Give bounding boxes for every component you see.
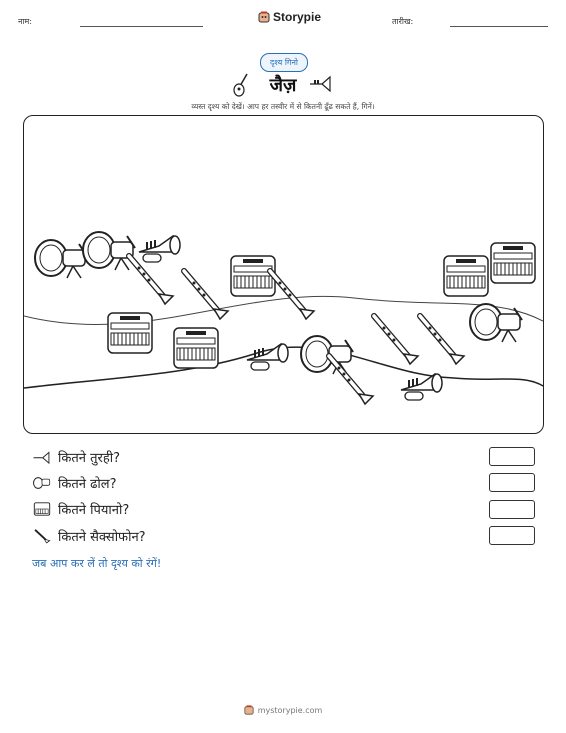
piano-3 <box>174 328 218 368</box>
saxophone-icon <box>32 528 52 544</box>
saxophone-5 <box>374 316 418 364</box>
drum-1 <box>35 240 87 278</box>
date-line[interactable] <box>450 26 548 27</box>
page-title: जैज़ <box>269 75 297 96</box>
saxophone-6 <box>420 316 464 364</box>
drum-4 <box>470 304 522 342</box>
trumpet-icon <box>32 449 52 465</box>
footer <box>0 705 566 715</box>
trumpet-title-icon <box>308 74 334 92</box>
trumpet-2 <box>247 344 288 370</box>
instruction-text: व्यस्त दृश्य को देखें। आप हर तस्वीर में से कितनी ढूँढ सकते हैं, गिनें। <box>191 102 375 111</box>
saxophone-3 <box>270 271 314 319</box>
trumpet-1 <box>139 236 180 262</box>
question-label: कितने ढोल? <box>58 477 117 492</box>
footer-url[interactable]: mystorypie.com <box>257 705 323 715</box>
piano-icon <box>32 501 52 517</box>
question-drum <box>32 474 117 492</box>
saxophone-4 <box>329 356 373 404</box>
answer-box-saxophone[interactable] <box>489 526 535 545</box>
piano-1 <box>231 256 275 296</box>
question-label: कितने सैक्सोफोन? <box>58 530 146 545</box>
drum-2 <box>83 232 135 270</box>
answer-box-piano[interactable] <box>489 500 535 519</box>
question-label: कितने पियानो? <box>58 503 130 518</box>
scene-illustration <box>24 116 543 433</box>
activity-badge: दृश्य गिनो <box>260 53 308 72</box>
answer-box-drum[interactable] <box>489 473 535 492</box>
drum-icon <box>32 475 52 491</box>
brand-logo <box>258 10 321 24</box>
name-label: नाम: <box>18 17 32 26</box>
answer-box-trumpet[interactable] <box>489 447 535 466</box>
question-saxophone <box>32 527 146 545</box>
name-line[interactable] <box>80 26 203 27</box>
brand-name: Storypie <box>273 10 322 24</box>
storypie-footer-icon <box>244 705 254 715</box>
date-label: तारीख: <box>392 17 414 26</box>
scene-frame <box>23 115 544 434</box>
piano-5 <box>491 243 535 283</box>
storypie-logo-icon <box>258 11 270 23</box>
piano-2 <box>108 313 152 353</box>
question-label: कितने तुरही? <box>58 451 121 466</box>
question-trumpet <box>32 448 120 466</box>
question-piano <box>32 500 129 518</box>
trumpet-3 <box>401 374 442 400</box>
saxophone-1 <box>129 256 173 304</box>
coloring-note: जब आप कर लें तो दृश्य को रंगें! <box>32 557 162 570</box>
piano-4 <box>444 256 488 296</box>
